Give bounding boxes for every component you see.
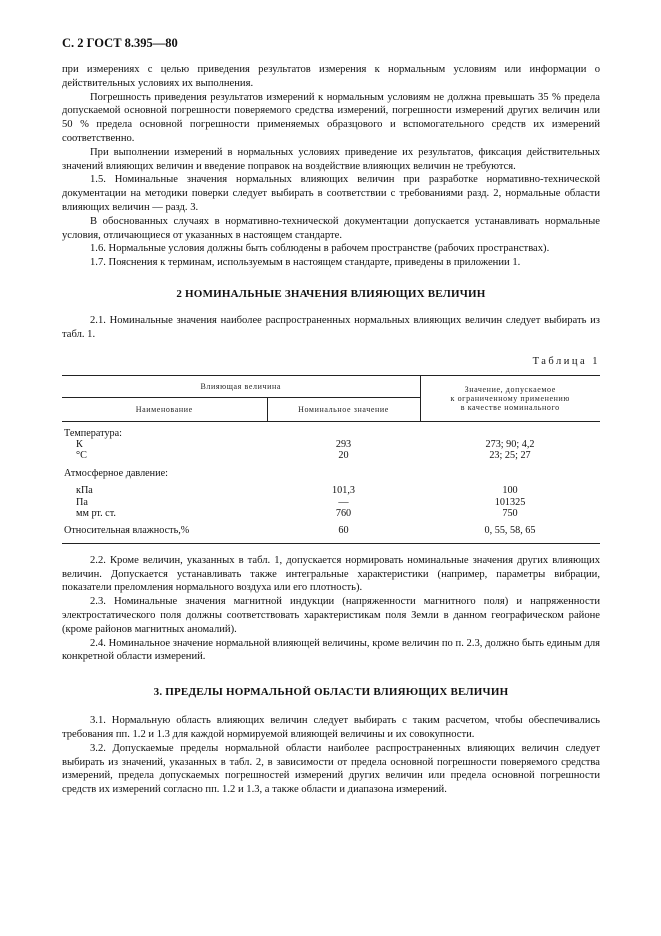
cell-allowed: 0, 55, 58, 65	[484, 525, 536, 537]
table-header-allowed-line-3: в качестве номинального	[460, 402, 560, 412]
cell-allowed: 23; 25; 27	[489, 450, 531, 462]
section-2-title: 2 НОМИНАЛЬНЫЕ ЗНАЧЕНИЯ ВЛИЯЮЩИХ ВЕЛИЧИН	[176, 287, 486, 300]
cell-name: Па	[76, 496, 88, 508]
cell-nominal: 293	[335, 438, 352, 450]
table-row	[62, 468, 600, 479]
table-1	[62, 375, 600, 544]
table-header-allowed-line-2: к ограниченному применению	[450, 393, 570, 403]
table-header-allowed-line-1: Значение, допускаемое	[464, 384, 556, 394]
section-3-title: 3. ПРЕДЕЛЫ НОРМАЛЬНОЙ ОБЛАСТИ ВЛИЯЮЩИХ ВЕЛИЧИН	[153, 686, 509, 699]
document-page	[62, 36, 600, 797]
clause-3-1: 3.1. Нормальную область влияющих величин следует выбирать с таким расчетом, чтобы обеспечивались требования пп. 1.2 и 1.3 для каждой нормируемой влияющей величины и их совокупности.	[62, 715, 600, 740]
table-row	[62, 525, 600, 536]
cell-nominal: 760	[335, 507, 352, 519]
intro-paragraph-3: При выполнении измерений в нормальных условиях приведение их результатов, фиксация действительных значений влияющих величин и введение поправок на воздействие влияющих величин не требуются.	[62, 146, 600, 172]
cell-nominal: 60	[338, 525, 349, 537]
cell-allowed: 273; 90; 4,2	[485, 438, 535, 450]
cell-nominal: 101,3	[332, 485, 355, 497]
table-row	[62, 439, 600, 450]
cell-name: °С	[76, 450, 87, 462]
table-header-allowed-value	[420, 375, 600, 421]
cell-nominal: —	[338, 496, 349, 508]
table-row	[62, 508, 600, 519]
cell-name: мм рт. ст.	[76, 507, 116, 519]
cell-allowed: 101325	[494, 496, 526, 508]
intro-paragraph-2: Погрешность приведения результатов измерений к нормальным условиям не должна превышать 35 % предела допускаемой основной погрешности поверяемого средства измерений, погрешности измерений других величин или 50 % предела основной погрешности применяемых образцового и вспомогательного средств их измерений соответственно.	[62, 91, 600, 144]
table-header-name: Наименование	[62, 397, 267, 421]
clause-2-1: 2.1. Номинальные значения наиболее распространенных нормальных влияющих величин следует выбирать из табл. 1.	[62, 314, 600, 340]
table-row	[62, 428, 600, 439]
cell-name: Относительная влажность,%	[64, 525, 190, 537]
table-row	[62, 450, 600, 461]
clause-3-2: 3.2. Допускаемые пределы нормальной области наиболее распространенных влияющих величин следует выбирать из значений, указанных в табл. 2, в зависимости от предела основной погрешности поверяемого средства измерений, предела допускаемых погрешностей измерений других величин или предела основной погрешности средств их измерений согласно пп. 1.2 и 1.3, а также области и диапазона измерений.	[62, 742, 600, 796]
cell-name: К	[76, 438, 83, 450]
clause-1-6: 1.6. Нормальные условия должны быть соблюдены в рабочем пространстве (рабочих пространствах).	[90, 243, 550, 255]
cell-allowed: 100	[502, 485, 518, 497]
table-row	[62, 485, 600, 496]
intro-paragraph-1: при измерениях с целью приведения результатов измерения к нормальным условиям или информации о действительных условиях их выполнения.	[62, 64, 600, 89]
clause-2-3: 2.3. Номинальные значения магнитной индукции (напряженности магнитного поля) и напряженности электростатического поля должны соответствовать характеристикам поля Земли в данном географическом районе (кроме районов магнитных аномалий).	[62, 596, 600, 635]
table-header-influencing-quantity: Влияющая величина	[62, 375, 420, 397]
clause-1-7: 1.7. Пояснения к терминам, используемым в настоящем стандарте, приведены в приложении 1.	[90, 257, 521, 269]
table-1-caption: Таблица 1	[532, 355, 600, 367]
page-header: С. 2 ГОСТ 8.395—80	[62, 36, 178, 50]
table-header-nominal: Номинальное значение	[267, 397, 420, 421]
clause-1-5: 1.5. Номинальные значения нормальных влияющих величин при разработке нормативно-технической документации на методики поверки следует выбирать в соответствии с требованиями разд. 2, нормальные области влияющих величин — разд. 3.	[62, 174, 600, 213]
clause-2-2: 2.2. Кроме величин, указанных в табл. 1, допускается нормировать номинальные значения других влияющих величин. Допускается устанавливать также интегральные характеристики (например, параметры вибрации, показатели преломления нормального воздуха или его плотность).	[62, 554, 600, 594]
row-label-pressure: Атмосферное давление:	[64, 467, 168, 479]
table-row	[62, 497, 600, 508]
row-label-temperature: Температура:	[64, 427, 122, 439]
cell-name: кПа	[76, 485, 93, 497]
clause-2-4: 2.4. Номинальное значение нормальной влияющей величины, кроме величин по п. 2.3, должно быть единым для конкретной области измерений.	[62, 637, 600, 663]
cell-allowed: 750	[502, 507, 518, 519]
cell-nominal: 20	[338, 450, 349, 462]
clause-1-5-note: В обоснованных случаях в нормативно-технической документации допускается устанавливать нормальные условия, отличающиеся от указанных в настоящем стандарте.	[62, 215, 600, 241]
